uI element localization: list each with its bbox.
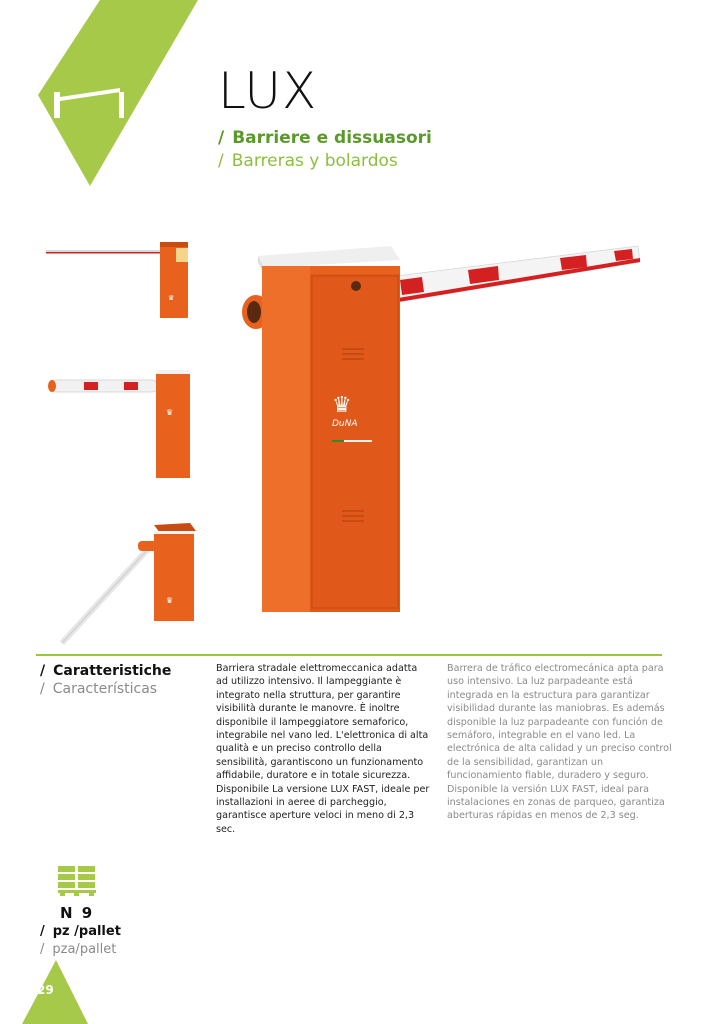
subtitle-es xyxy=(218,150,398,173)
features-label-it xyxy=(40,663,171,679)
features-label-es-text: Características xyxy=(52,681,158,697)
description-it xyxy=(216,662,431,836)
pallet-unit-it xyxy=(40,924,121,939)
features-label-es xyxy=(40,681,157,697)
section-divider xyxy=(36,654,662,656)
product-thumbnail-front xyxy=(44,360,204,485)
svg-text:♛: ♛ xyxy=(332,393,352,418)
page-number-badge xyxy=(22,960,88,1024)
product-thumbnail-side xyxy=(40,230,200,330)
slash-marker: / xyxy=(40,663,46,679)
pallet-quantity: N 9 xyxy=(60,904,95,922)
subtitle-it xyxy=(218,127,432,150)
slash-marker: / xyxy=(218,128,225,148)
svg-text:DuNA: DuNA xyxy=(332,419,358,429)
svg-text:♛: ♛ xyxy=(168,294,175,302)
pallet-unit-it-text: pz /pallet xyxy=(52,924,121,939)
description-es: Barrera de tráfico electromecánica apta para uso intensivo. La luz parpadeante está integrada en la estructura para garantizar visibilidad durante las maniobras. Es además disponible la luz parpadeante con función de semáforo, integrable en el vano led. La electrónica de alta calidad y un preciso control de la sensibilidad, garantizan un funcionamiento fiable, duradero y seguro. Disponible la versión LUX FAST, ideal para instalaciones en zonas de parqueo, garantiza aberturas rápidas en menos de 2,3 seg. xyxy=(447,663,672,822)
subtitle-it-text: Barriere e dissuasori xyxy=(232,128,432,148)
product-main-image xyxy=(236,240,646,620)
pallet-unit-es xyxy=(40,942,116,957)
svg-text:♛: ♛ xyxy=(166,408,174,417)
pallet-icon xyxy=(58,866,96,896)
product-thumbnail-raised xyxy=(56,515,201,650)
page-number: 29 xyxy=(37,983,54,997)
page-title: LUX xyxy=(218,62,318,120)
category-banner xyxy=(0,0,200,190)
slash-marker: / xyxy=(40,924,45,939)
svg-text:♛: ♛ xyxy=(166,596,174,605)
description-it-paragraph: Barriera stradale elettromeccanica adatta ad utilizzo intensivo. Il lampeggiante è integrato nella struttura, per garantire visibilità durante le manovre. È inoltre disponibile il lampeggiatore semaforico, integrabile nel vano led. L'elettronica di alta qualità e un preciso controllo della sensibilità, garantiscono un funzionamento affidabile, duratore e in totale sicurezza. xyxy=(216,663,429,782)
slash-marker: / xyxy=(40,942,45,957)
slash-marker: / xyxy=(40,681,45,697)
slash-marker: / xyxy=(218,151,224,171)
subtitle-es-text: Barreras y bolardos xyxy=(231,151,398,171)
features-label-it-text: Caratteristiche xyxy=(53,663,172,679)
description-it-paragraph-2: Disponibile La versione LUX FAST, ideale per installazioni in aeree di parcheggio, garantisce aperture veloci in meno di 2,3 sec. xyxy=(216,783,430,835)
pallet-unit-es-text: pza/pallet xyxy=(52,942,117,957)
